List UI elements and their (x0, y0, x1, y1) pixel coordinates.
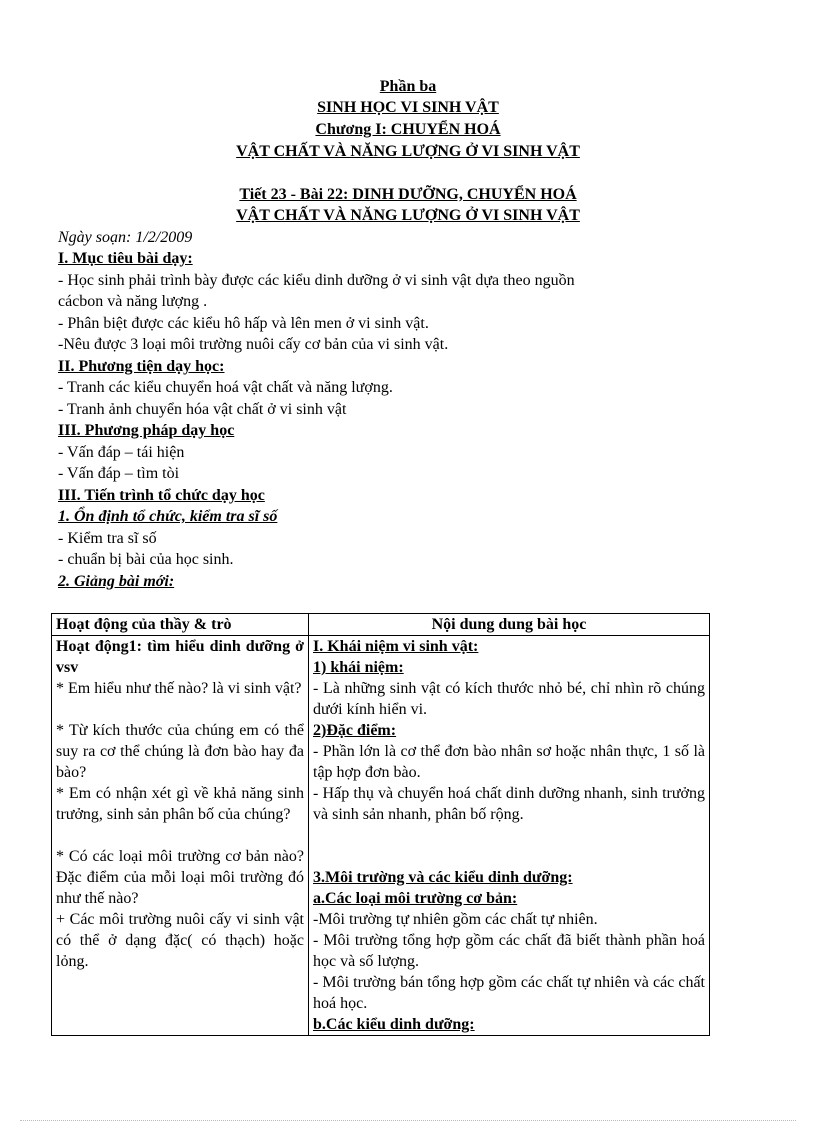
means-heading: II. Phương tiện dạy học: (58, 358, 225, 375)
chapter-subtitle: VẬT CHẤT VÀ NĂNG LƯỢNG Ở VI SINH VẬT (236, 143, 580, 160)
lesson-table (51, 613, 710, 1036)
step2-heading: 2. Giảng bài mới: (58, 573, 175, 590)
content-subheading: b.Các kiểu dinh dưỡng: (313, 1016, 475, 1033)
content-text: - Hấp thụ và chuyển hoá chất dinh dưỡng nhanh, sinh trưởng và sinh sản nhanh, phân bố rộng. (313, 785, 705, 823)
content-text: - Là những sinh vật có kích thước nhỏ bé, chỉ nhìn rõ chúng dưới kính hiển vi. (313, 680, 705, 718)
content-heading: I. Khái niệm vi sinh vật: (313, 638, 479, 655)
means-line: - Tranh ảnh chuyển hóa vật chất ở vi sinh vật (58, 401, 347, 418)
teacher-activities-cell (52, 636, 309, 1036)
col-header-teacher-student: Hoạt động của thầy & trò (52, 614, 309, 636)
content-subheading: a.Các loại môi trường cơ bản: (313, 890, 518, 907)
objective-line: cácbon và năng lượng . (58, 293, 208, 310)
objective-line: - Phân biệt được các kiểu hô hấp và lên men ở vi sinh vật. (58, 315, 429, 332)
content-text: - Môi trường tổng hợp gồm các chất đã biết thành phần hoá học và số lượng. (313, 932, 705, 970)
activity-heading: Hoạt động1: tìm hiểu dinh dưỡng ở vsv (56, 638, 304, 676)
lesson-title: Tiết 23 - Bài 22: DINH DƯỠNG, CHUYỂN HOÁ (239, 186, 577, 203)
content-text: - Môi trường bán tổng hợp gồm các chất tự nhiên và các chất hoá học. (313, 974, 705, 1012)
content-subheading: 2)Đặc điểm: (313, 722, 397, 739)
objectives-heading: I. Mục tiêu bài dạy: (58, 250, 193, 267)
means-line: - Tranh các kiểu chuyển hoá vật chất và năng lượng. (58, 379, 393, 396)
methods-heading: III. Phương pháp dạy học (58, 422, 235, 439)
page-edge-divider (20, 1120, 796, 1121)
prep-date: Ngày soạn: 1/2/2009 (58, 229, 193, 246)
methods-line: - Vấn đáp – tái hiện (58, 444, 185, 461)
lesson-subtitle: VẬT CHẤT VÀ NĂNG LƯỢNG Ở VI SINH VẬT (236, 207, 580, 224)
objective-line: -Nêu được 3 loại môi trường nuôi cấy cơ bản của vi sinh vật. (58, 336, 449, 353)
col-header-content: Nội dung dung bài học (309, 614, 710, 636)
methods-line: - Vấn đáp – tìm tòi (58, 465, 180, 482)
step1-line: - Kiểm tra sĩ số (58, 530, 157, 547)
question: * Em hiểu như thế nào? là vi sinh vật? (56, 680, 302, 697)
step1-line: - chuẩn bị bài của học sinh. (58, 551, 234, 568)
question: * Có các loại môi trường cơ bản nào? Đặc điểm của mỗi loại môi trường đó như thế nào? (56, 848, 304, 907)
content-heading: 3.Môi trường và các kiểu dinh dưỡng: (313, 869, 573, 886)
part-title: Phần ba (379, 78, 437, 95)
content-subheading: 1) khái niệm: (313, 659, 404, 676)
chapter-title: Chương I: CHUYỂN HOÁ (315, 121, 501, 138)
process-heading: III. Tiến trình tổ chức dạy học (58, 487, 265, 504)
content-text: -Môi trường tự nhiên gồm các chất tự nhiên. (313, 911, 598, 928)
question: * Từ kích thước của chúng em có thể suy ra cơ thể chúng là đơn bào hay đa bào? (56, 722, 304, 781)
lesson-content-cell (309, 636, 710, 1036)
step1-heading: 1. Ổn định tổ chức, kiểm tra sĩ số (58, 508, 278, 525)
content-text: - Phần lớn là cơ thể đơn bào nhân sơ hoặc nhân thực, 1 số là tập hợp đơn bào. (313, 743, 705, 781)
note: + Các môi trường nuôi cấy vi sinh vật có thể ở dạng đặc( có thạch) hoặc lỏng. (56, 911, 304, 970)
question: * Em có nhận xét gì về khả năng sinh trưởng, sinh sản phân bố của chúng? (56, 785, 304, 823)
table-row (52, 636, 710, 1036)
table-header-row (52, 614, 710, 636)
objective-line: - Học sinh phải trình bày được các kiểu dinh dưỡng ở vi sinh vật dựa theo nguồn (58, 272, 575, 289)
subject-title: SINH HỌC VI SINH VẬT (317, 99, 499, 116)
